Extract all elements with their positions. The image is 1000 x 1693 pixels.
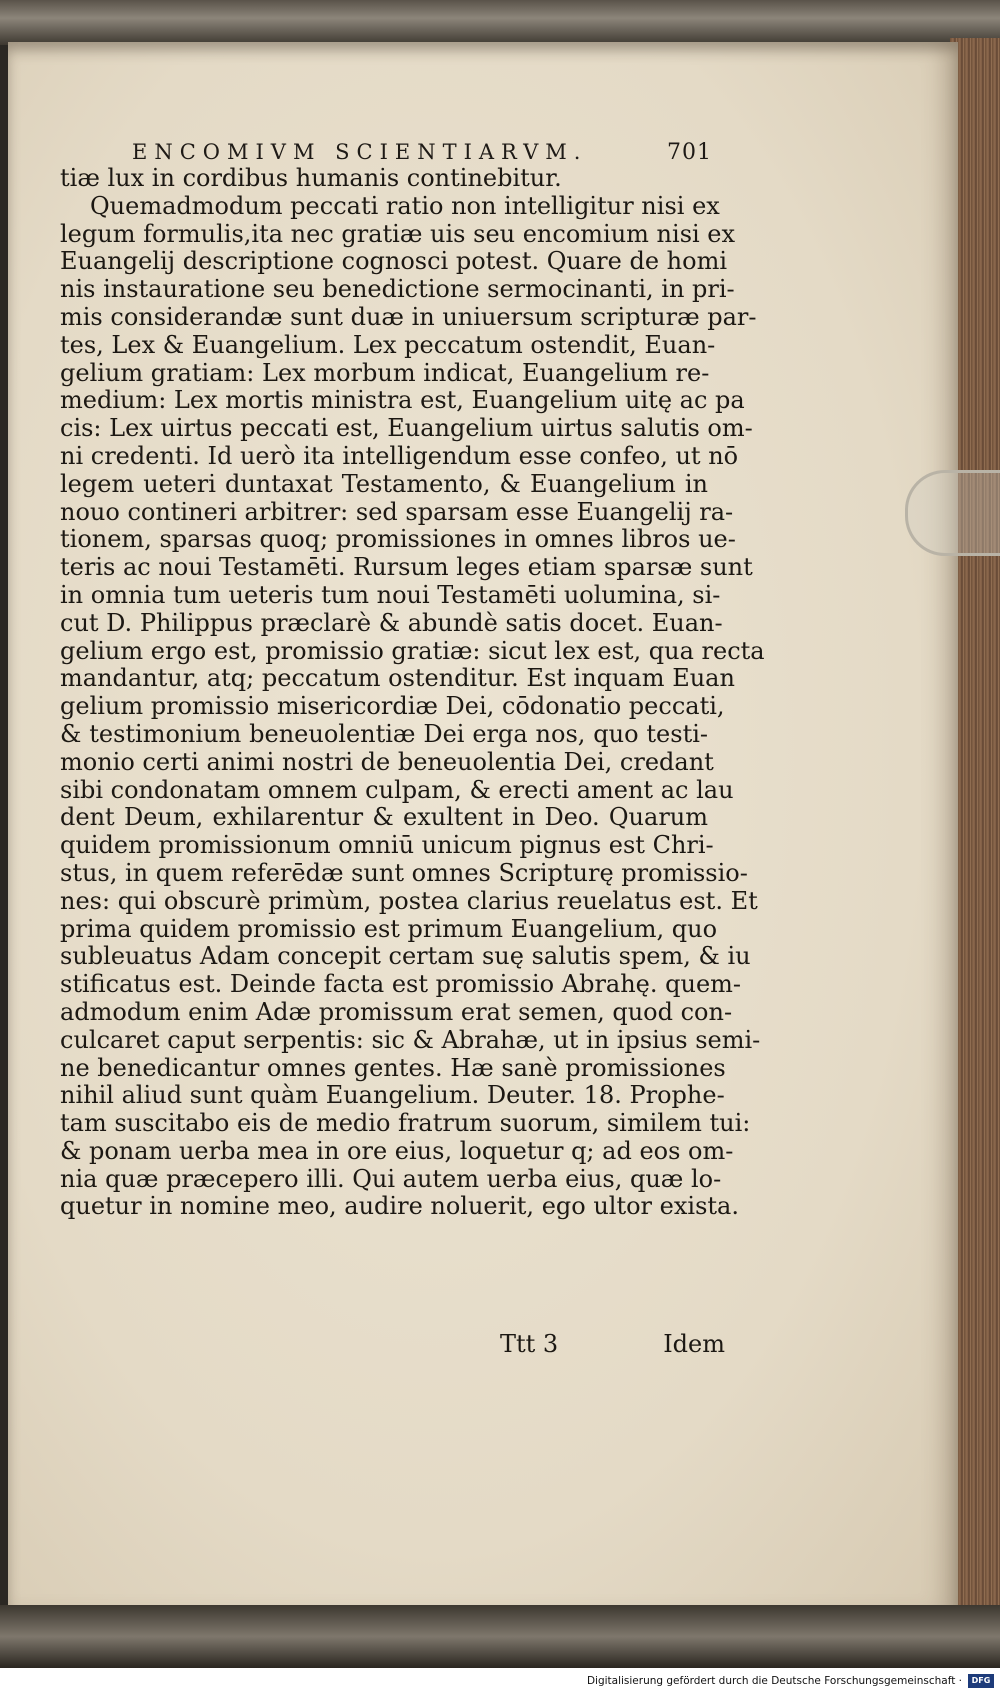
body-text (60, 164, 765, 1221)
text-line: & testimonium beneuolentiæ Dei erga nos, quo testi- (60, 719, 708, 748)
page-number: 701 (667, 140, 712, 165)
text-line: nihil aliud sunt quàm Euangelium. Deuter. 18. Prophe- (60, 1081, 725, 1110)
page-footer (500, 1330, 725, 1358)
text-line: stificatus est. Deinde facta est promissio Abrahę. quem- (60, 970, 742, 999)
text-line: gelium ergo est, promissio gratiæ: sicut lex est, qua recta (60, 636, 765, 665)
text-line: cut D. Philippus præclarè & abundè satis docet. Euan- (60, 608, 723, 637)
text-line: stus, in quem referēdæ sunt omnes Scripturę promissio- (60, 858, 748, 887)
text-line: mis considerandæ sunt duæ in uniuersum scripturæ par- (60, 302, 757, 331)
funding-credit: Digitalisierung gefördert durch die Deutsche Forschungsgemeinschaft · (586, 1674, 962, 1687)
credit-bar (0, 1668, 1000, 1693)
text-line: tam suscitabo eis de medio fratrum suorum, similem tui: (60, 1109, 751, 1138)
running-head-title: ENCOMIVM SCIENTIARVM. (132, 140, 588, 164)
text-line: gelium gratiam: Lex morbum indicat, Euangelium re- (60, 358, 710, 387)
text-line: teris ac noui Testamēti. Rursum leges etiam sparsæ sunt (60, 553, 753, 582)
text-line: medium: Lex mortis ministra est, Euangelium uitę ac pa (60, 386, 745, 415)
text-line: gelium promissio misericordiæ Dei, cōdonatio peccati, (60, 692, 725, 721)
running-head (132, 140, 712, 165)
text-line: dent Deum, exhilarentur & exultent in Deo. Quarum (60, 803, 708, 832)
text-line: ne benedicantur omnes gentes. Hæ sanè promissiones (60, 1053, 726, 1082)
page-clip (905, 470, 1000, 556)
text-line: cis: Lex uirtus peccati est, Euangelium uirtus salutis om- (60, 414, 753, 443)
catchword: Idem (663, 1330, 725, 1358)
text-line: & ponam uerba mea in ore eius, loquetur q; ad eos om- (60, 1136, 734, 1165)
book-cover-top-edge (0, 0, 1000, 45)
text-line: nouo contineri arbitrer: sed sparsam esse Euangelij ra- (60, 497, 734, 526)
text-line: quetur in nomine meo, audire noluerit, ego ultor exista. (60, 1192, 739, 1221)
signature-mark: Ttt 3 (500, 1330, 559, 1358)
text-line: Euangelij descriptione cognosci potest. Quare de homi (60, 247, 728, 276)
text-line: prima quidem promissio est primum Euangelium, quo (60, 914, 718, 943)
text-line: nes: qui obscurè primùm, postea clarius reuelatus est. Et (60, 886, 758, 915)
text-line: mandantur, atq; peccatum ostenditur. Est inquam Euan (60, 664, 735, 693)
text-line: legem ueteri duntaxat Testamento, & Euangelium in (60, 469, 708, 498)
text-line: admodum enim Adæ promissum erat semen, quod con- (60, 997, 733, 1026)
text-line: tiæ lux in cordibus humanis continebitur. (60, 164, 562, 192)
text-line: sibi condonatam omnem culpam, & erecti ament ac lau (60, 775, 734, 804)
text-line: culcaret caput serpentis: sic & Abrahæ, ut in ipsius semi- (60, 1025, 761, 1054)
text-line: subleuatus Adam concepit certam suę salutis spem, & iu (60, 942, 751, 971)
text-line: quidem promissionum omniū unicum pignus est Chri- (60, 831, 714, 860)
book-cover-bottom-edge (0, 1605, 1000, 1668)
dfg-logo: DFG (968, 1674, 994, 1688)
text-line: in omnia tum ueteris tum noui Testamēti uolumina, si- (60, 580, 721, 609)
text-line: tes, Lex & Euangelium. Lex peccatum ostendit, Euan- (60, 330, 716, 359)
text-line: tionem, sparsas quoq; promissiones in omnes libros ue- (60, 525, 736, 554)
text-line: Quemadmodum peccati ratio non intelligitur nisi ex (90, 191, 720, 220)
text-line: ni credenti. Id uerò ita intelligendum esse confeo, ut nō (60, 441, 739, 470)
text-line: nis instauratione seu benedictione sermocinanti, in pri- (60, 275, 735, 304)
text-line: nia quæ præcepero illi. Qui autem uerba eius, quæ lo- (60, 1164, 722, 1193)
text-line: legum formulis,ita nec gratiæ uis seu encomium nisi ex (60, 219, 736, 248)
text-line: monio certi animi nostri de beneuolentia Dei, credant (60, 747, 714, 776)
